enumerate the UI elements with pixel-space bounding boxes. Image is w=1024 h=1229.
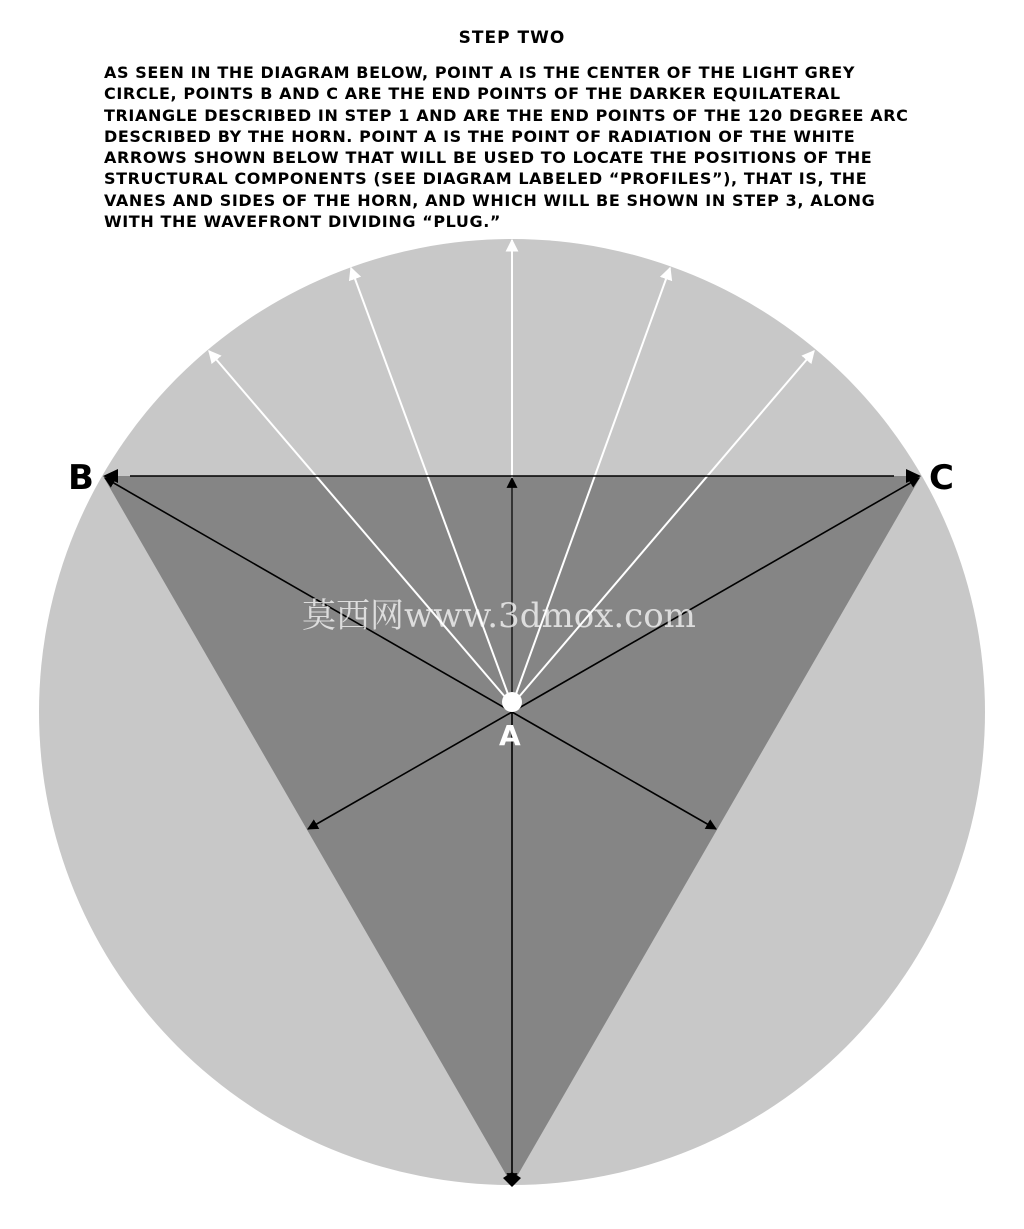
description-line: VANES AND SIDES OF THE HORN, AND WHICH WILL BE SHOWN IN STEP 3, ALONG — [104, 190, 876, 210]
description-line: TRIANGLE DESCRIBED IN STEP 1 AND ARE THE END POINTS OF THE 120 DEGREE ARC — [104, 105, 909, 125]
description-line: STRUCTURAL COMPONENTS (SEE DIAGRAM LABELED “PROFILES”), THAT IS, THE — [104, 169, 868, 189]
point-a-label: A — [499, 719, 521, 752]
description-line: AS SEEN IN THE DIAGRAM BELOW, POINT A IS THE CENTER OF THE LIGHT GREY — [104, 63, 856, 82]
description-line: DESCRIBED BY THE HORN. POINT A IS THE POINT OF RADIATION OF THE WHITE — [104, 126, 856, 146]
point-a-marker — [502, 692, 522, 712]
point-b-label: B — [68, 458, 94, 498]
point-c-label: C — [929, 458, 954, 498]
description-line: ARROWS SHOWN BELOW THAT WILL BE USED TO LOCATE THE POSITIONS OF THE — [104, 148, 873, 168]
watermark-text: 莫西网www.3dmox.com — [302, 596, 696, 636]
description-line: CIRCLE, POINTS B AND C ARE THE END POINTS OF THE DARKER EQUILATERAL — [104, 84, 841, 104]
step-heading: STEP TWO — [458, 28, 566, 48]
description-line: WITH THE WAVEFRONT DIVIDING “PLUG.” — [104, 212, 502, 232]
